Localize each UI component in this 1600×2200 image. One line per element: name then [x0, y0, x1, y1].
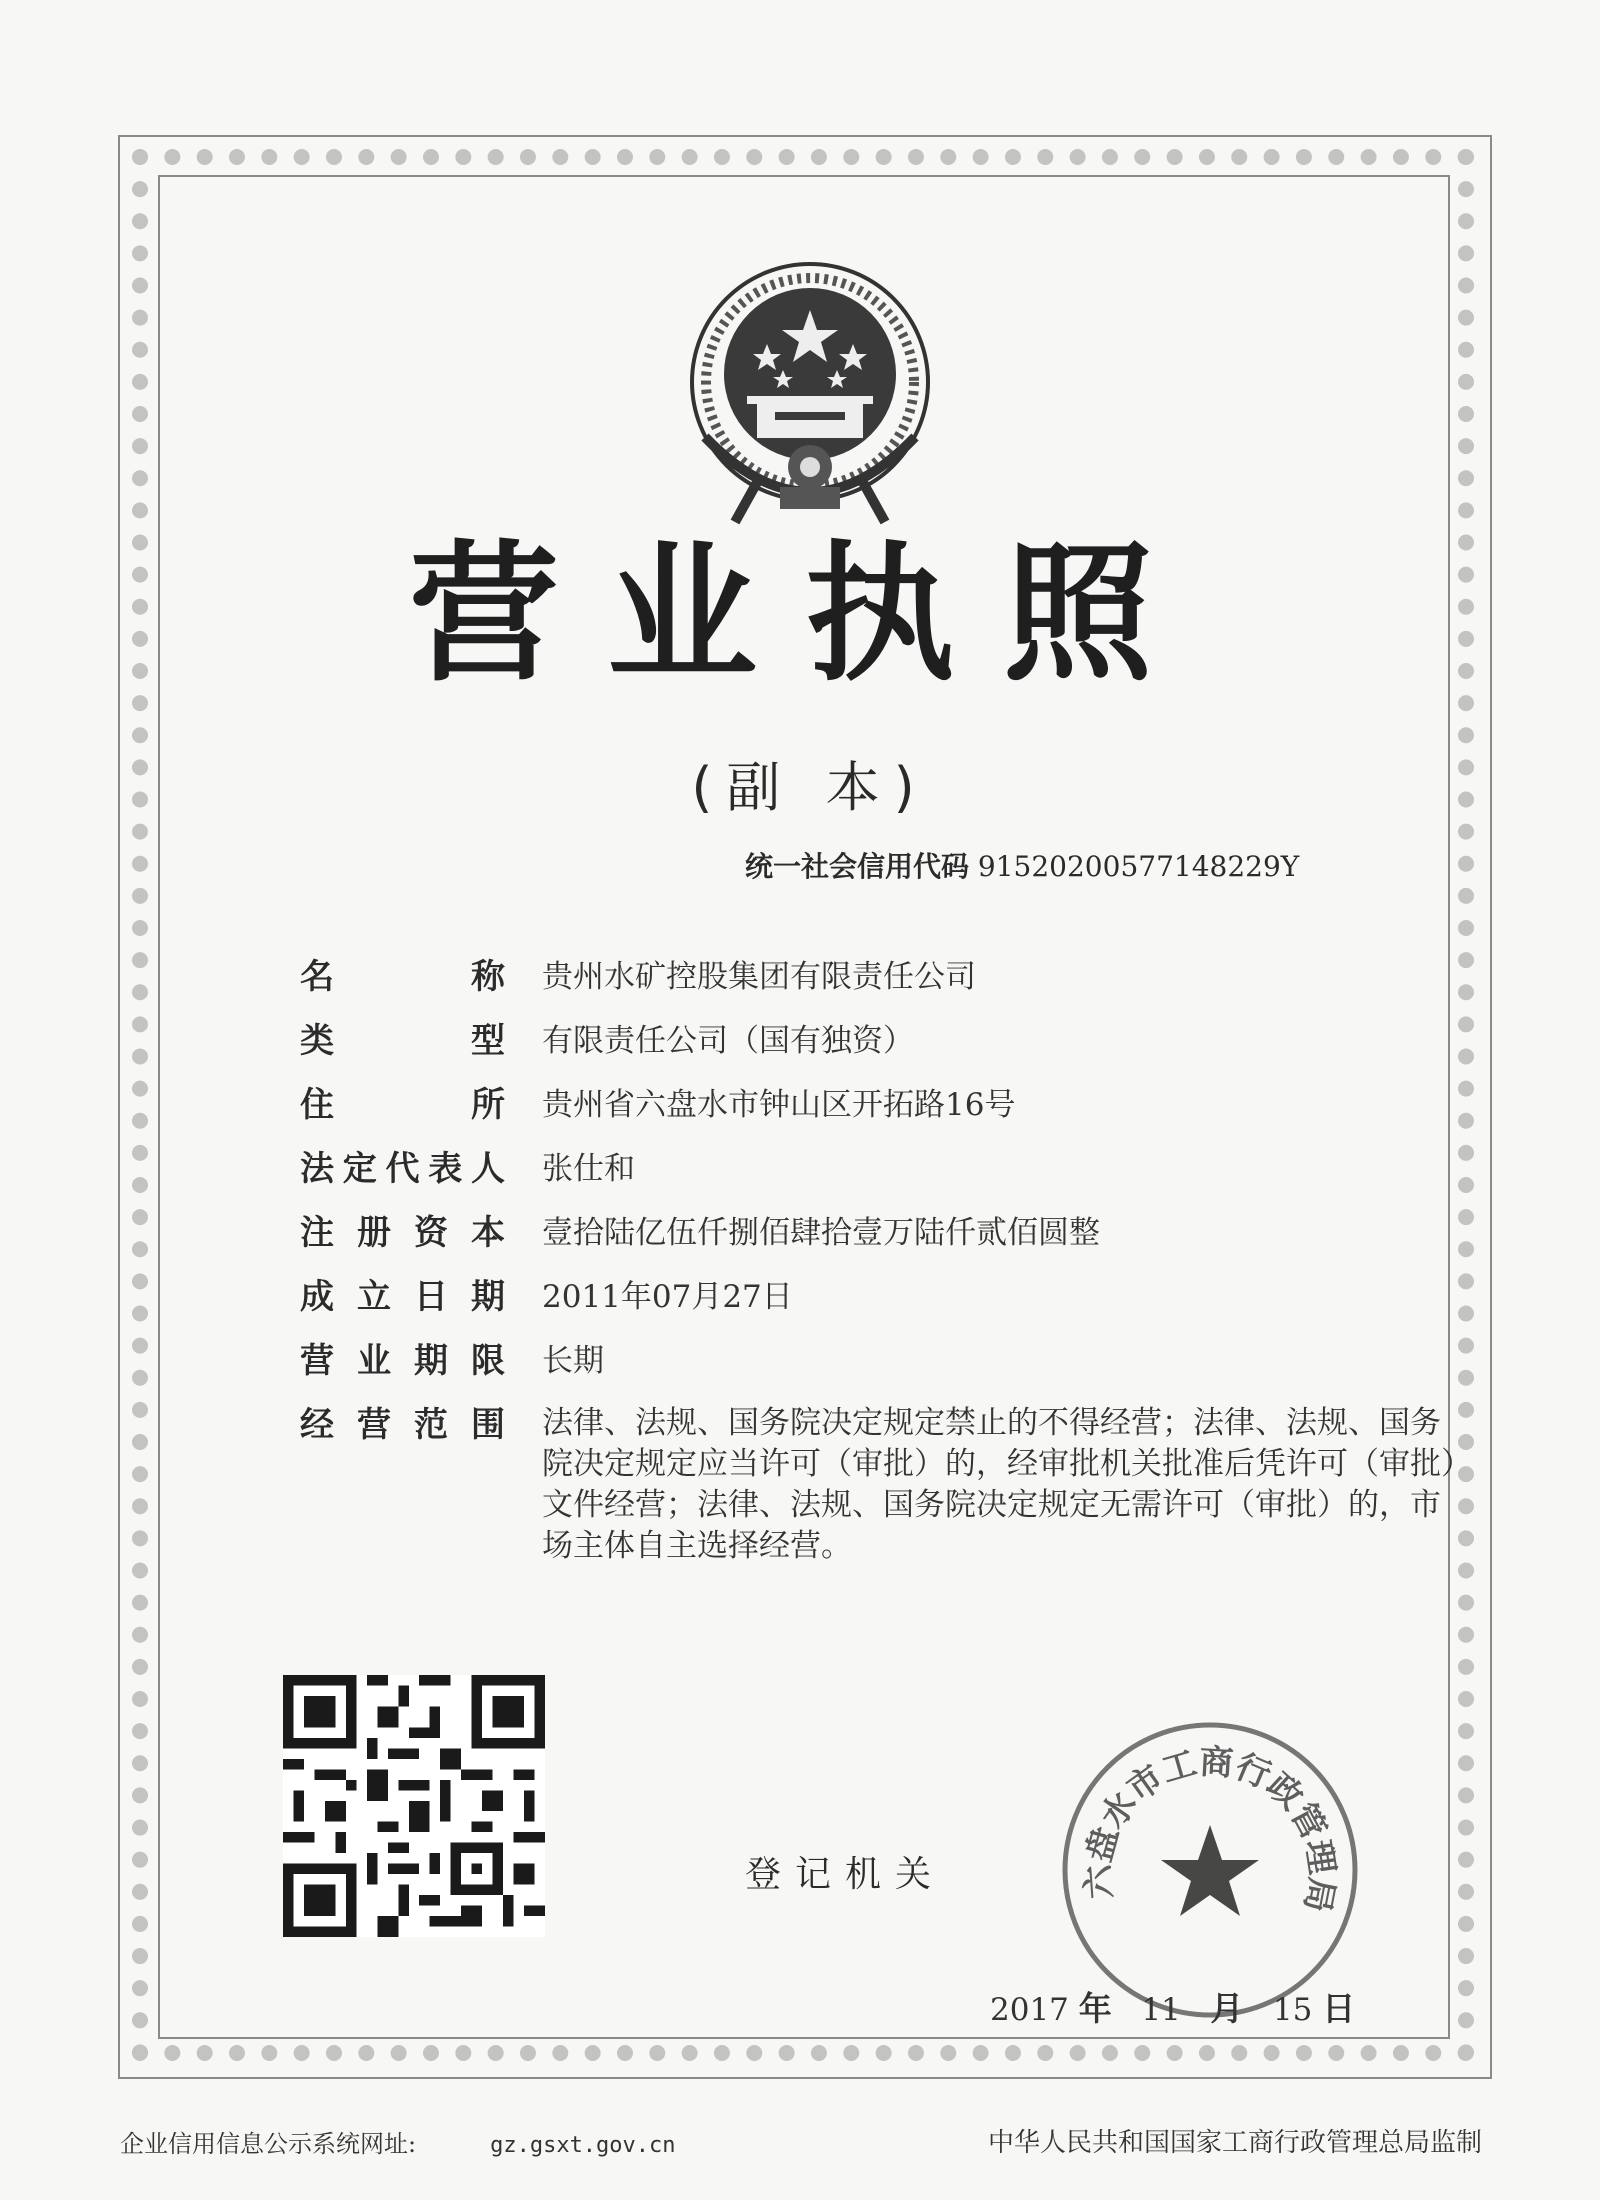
field-capital: [300, 1211, 1480, 1255]
document-title: 营业执照: [408, 528, 1201, 702]
field-label: 名称: [300, 957, 505, 997]
field-value: 有限责任公司（国有独资）: [542, 1023, 914, 1059]
credit-code-label: 统一社会信用代码: [745, 850, 970, 883]
license-fields: [300, 955, 1480, 1587]
field-value: 贵州省六盘水市钟山区开拓路16号: [542, 1087, 1016, 1123]
seal-text: 六盘水市工商行政管理局: [1078, 1742, 1343, 1916]
field-label: 注册资本: [300, 1213, 505, 1253]
footer-website: [120, 2124, 676, 2159]
issue-month: 11: [1141, 1992, 1181, 2028]
field-label: 成立日期: [300, 1277, 505, 1317]
month-unit: 月: [1210, 1989, 1244, 2028]
field-value: 张仕和: [542, 1151, 635, 1187]
field-value: 长期: [542, 1343, 604, 1379]
field-label: 类型: [300, 1021, 505, 1061]
field-label: 住所: [300, 1085, 505, 1125]
field-value: 法律、法规、国务院决定规定禁止的不得经营；法律、法规、国务院决定规定应当许可（审批）的，经审批机关批准后凭许可（审批）文件经营；法律、法规、国务院决定规定无需许可（审批）的，市场主体自主选择经营。: [542, 1405, 1457, 1564]
field-established: [300, 1275, 1480, 1319]
field-legal-rep: [300, 1147, 1480, 1191]
field-value: 贵州水矿控股集团有限责任公司: [542, 959, 976, 995]
field-name: [300, 955, 1480, 999]
field-scope: [300, 1403, 1480, 1567]
issue-day: 15: [1272, 1992, 1313, 2028]
field-value: 2011年07月27日: [542, 1279, 793, 1315]
field-term: [300, 1339, 1480, 1383]
field-type: [300, 1019, 1480, 1063]
registration-authority-label: 登记机关: [745, 1854, 946, 1895]
field-label: 营业期限: [300, 1341, 505, 1381]
field-label: 法定代表人: [300, 1149, 505, 1189]
issue-year: 2017: [990, 1992, 1069, 2028]
issue-date: [990, 1983, 1355, 2030]
day-unit: 日: [1322, 1989, 1356, 2028]
credit-code-line: [745, 845, 1299, 885]
field-address: [300, 1083, 1480, 1127]
year-unit: 年: [1078, 1989, 1112, 2028]
qr-code-icon[interactable]: [283, 1675, 545, 1937]
credit-code-value: 91520200577148229Y: [977, 850, 1300, 883]
footer-website-label: 企业信用信息公示系统网址:: [120, 2130, 417, 2158]
field-label: 经营范围: [300, 1405, 505, 1445]
national-emblem-icon: [665, 262, 955, 532]
official-seal-icon: [1055, 1715, 1365, 2025]
field-value: 壹拾陆亿伍仟捌佰肆拾壹万陆仟贰佰圆整: [542, 1215, 1100, 1251]
footer-website-url[interactable]: gz.gsxt.gov.cn: [490, 2133, 676, 2158]
document-subtitle: (副 本): [691, 756, 929, 819]
footer-supervisor: 中华人民共和国国家工商行政管理总局监制: [987, 2128, 1482, 2158]
